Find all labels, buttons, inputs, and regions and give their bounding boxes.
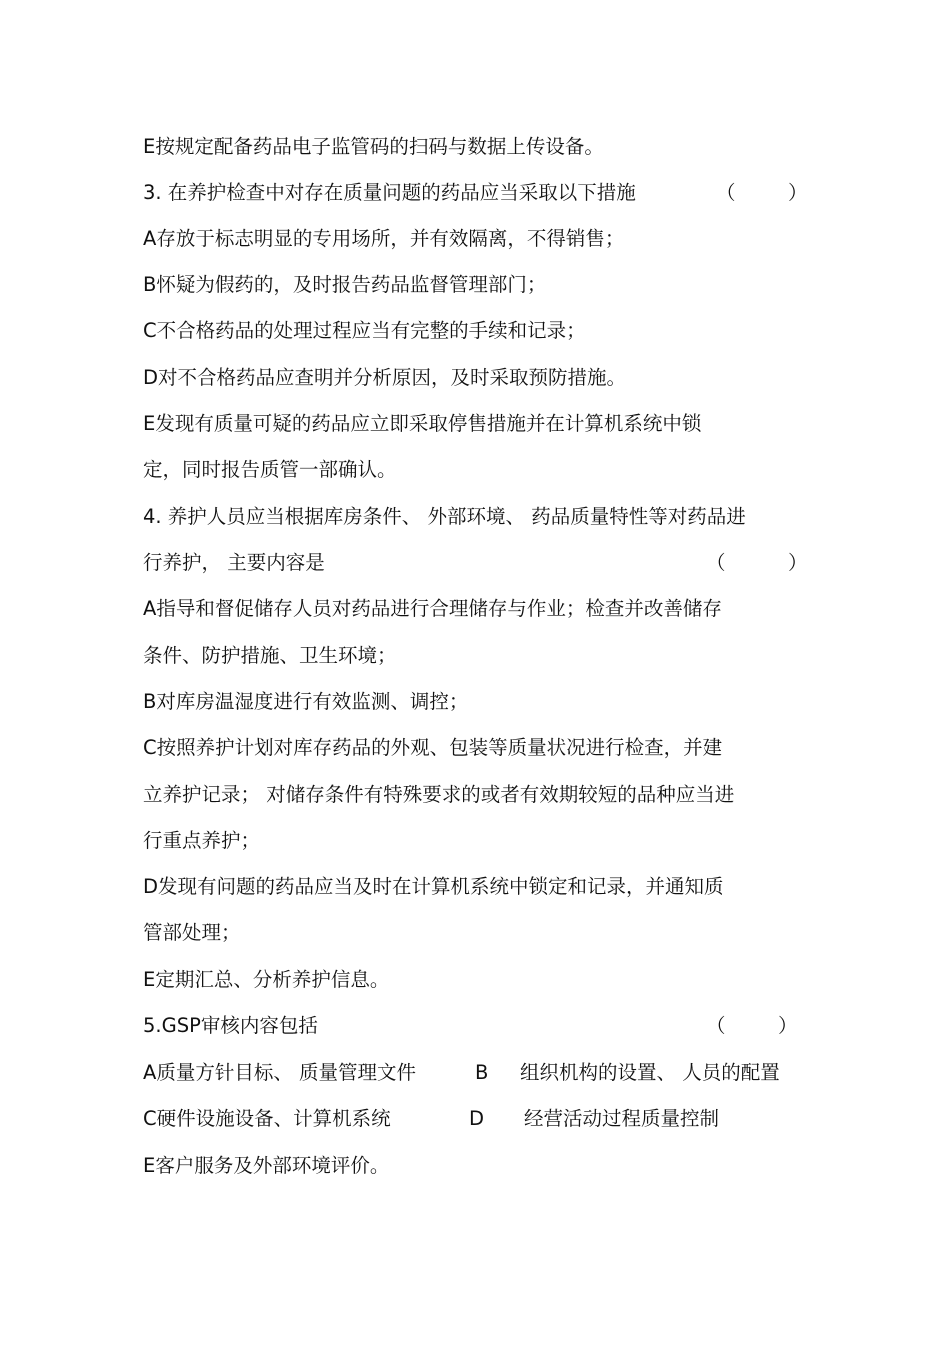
q5-option-b: 组织机构的设置、 人员的配置 bbox=[520, 1061, 780, 1084]
q2-option-e: E按规定配备药品电子监管码的扫码与数据上传设备。 bbox=[143, 135, 604, 158]
q3-option-e: E发现有质量可疑的药品应立即采取停售措施并在计算机系统中锁 bbox=[143, 412, 702, 435]
q3-option-e-cont: 定，同时报告质管一部确认。 bbox=[143, 458, 397, 481]
q5-option-d: 经营活动过程质量控制 bbox=[524, 1107, 720, 1130]
q3-answer-open: （ bbox=[716, 181, 736, 204]
q4-option-d-cont: 管部处理； bbox=[143, 921, 241, 944]
q4-question-cont: 行养护， 主要内容是 bbox=[143, 551, 325, 574]
q4-option-d: D发现有问题的药品应当及时在计算机系统中锁定和记录，并通知质 bbox=[143, 875, 724, 898]
q4-option-c: C按照养护计划对库存药品的外观、包装等质量状况进行检查，并建 bbox=[143, 736, 723, 759]
q3-option-b: B怀疑为假药的，及时报告药品监督管理部门； bbox=[143, 273, 547, 296]
q5-option-e: E客户服务及外部环境评价。 bbox=[143, 1154, 390, 1177]
q5-option-b-mark: B bbox=[475, 1061, 489, 1084]
q5-option-d-mark: D bbox=[469, 1107, 485, 1130]
q4-question: 4. 养护人员应当根据库房条件、 外部环境、 药品质量特性等对药品进 bbox=[143, 505, 746, 528]
q3-option-c: C不合格药品的处理过程应当有完整的手续和记录； bbox=[143, 319, 586, 342]
q4-option-c-cont2: 行重点养护； bbox=[143, 829, 261, 852]
q4-option-a: A指导和督促储存人员对药品进行合理储存与作业；检查并改善储存 bbox=[143, 597, 722, 620]
q4-answer-open: （ bbox=[706, 551, 726, 574]
q3-question: 3. 在养护检查中对存在质量问题的药品应当采取以下措施 bbox=[143, 181, 636, 204]
q4-option-e: E定期汇总、分析养护信息。 bbox=[143, 968, 390, 991]
q3-answer-close: ） bbox=[788, 181, 808, 204]
q4-option-c-cont: 立养护记录； 对储存条件有特殊要求的或者有效期较短的品种应当进 bbox=[143, 783, 735, 806]
q4-option-a-cont: 条件、防护措施、卫生环境； bbox=[143, 644, 397, 667]
q5-question: 5.GSP审核内容包括 bbox=[143, 1014, 318, 1037]
q5-option-c: C硬件设施设备、计算机系统 bbox=[143, 1107, 391, 1130]
q5-option-a: A质量方针目标、 质量管理文件 bbox=[143, 1061, 417, 1084]
q4-answer-close: ） bbox=[788, 551, 808, 574]
q3-option-a: A存放于标志明显的专用场所，并有效隔离，不得销售； bbox=[143, 227, 625, 250]
q5-answer-close: ） bbox=[778, 1014, 798, 1037]
q5-answer-open: （ bbox=[706, 1014, 726, 1037]
q4-option-b: B对库房温湿度进行有效监测、调控； bbox=[143, 690, 469, 713]
q3-option-d: D对不合格药品应查明并分析原因，及时采取预防措施。 bbox=[143, 366, 627, 389]
